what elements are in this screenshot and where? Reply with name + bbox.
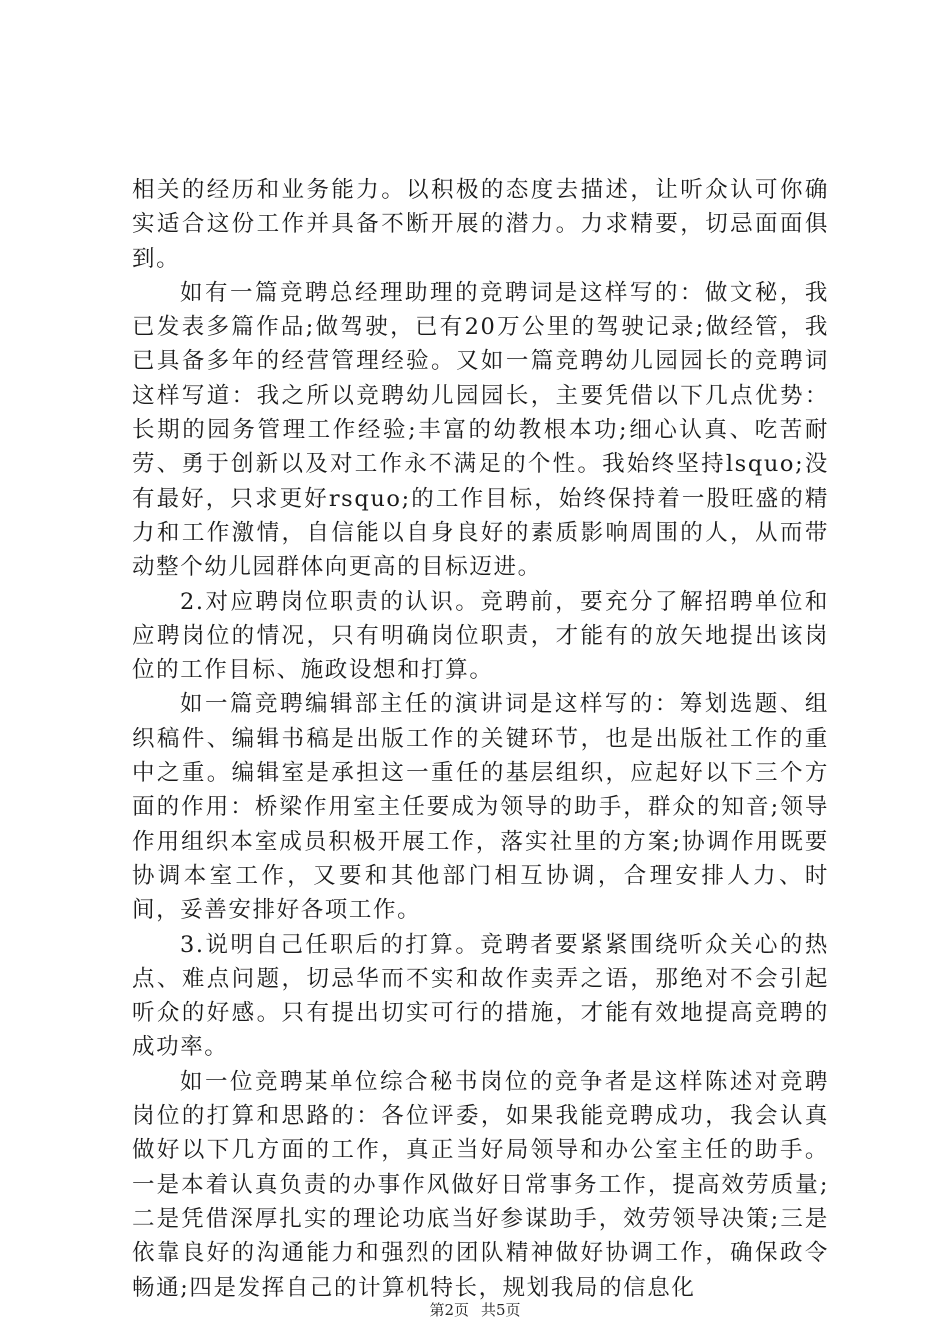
paragraph-point-2-responsibilities: 2.对应聘岗位职责的认识。竞聘前，要充分了解招聘单位和应聘岗位的情况，只有明确岗位职责，才能有的放矢地提出该岗位的工作目标、施政设想和打算。 [132, 588, 829, 684]
body-text [132, 173, 829, 1305]
paragraph-experience-summary: 相关的经历和业务能力。以积极的态度去描述，让听众认可你确实适合这份工作并具备不断开展的潜力。力求精要，切忌面面俱到。 [132, 177, 829, 272]
paragraph-example-secretary: 如一位竞聘某单位综合秘书岗位的竞争者是这样陈述对竞聘岗位的打算和思路的：各位评委，如果我能竞聘成功，我会认真做好以下几方面的工作，真正当好局领导和办公室主任的助手。一是本着认真负责的办事作风做好日常事务工作，提高效劳质量;二是凭借深厚扎实的理论功底当好参谋助手，效劳领导决策;三是依靠良好的沟通能力和强烈的团队精神做好协调工作，确保政令畅通;四是发挥自己的计算机特长，规划我局的信息化 [132, 1068, 829, 1301]
paragraph-point-3-plans: 3.说明自己任职后的打算。竞聘者要紧紧围绕听众关心的热点、难点问题，切忌华而不实和故作卖弄之语，那绝对不会引起听众的好感。只有提出切实可行的措施，才能有效地提高竞聘的成功率。 [132, 931, 829, 1061]
page-footer [0, 1300, 950, 1320]
page-number: 第2页 [429, 1301, 469, 1319]
paragraph-example-editor-director: 如一篇竞聘编辑部主任的演讲词是这样写的：筹划选题、组织稿件、编辑书稿是出版工作的关键环节，也是出版社工作的重中之重。编辑室是承担这一重任的基层组织，应起好以下三个方面的作用：桥梁作用室主任要成为领导的助手，群众的知音;领导作用组织本室成员积极开展工作，落实社里的方案;协调作用既要协调本室工作，又要和其他部门相互协调，合理安排人力、时间，妥善安排好各项工作。 [132, 691, 829, 924]
paragraph-example-assistant-manager: 如有一篇竞聘总经理助理的竞聘词是这样写的：做文秘，我已发表多篇作品;做驾驶，已有20万公里的驾驶记录;做经管，我已具备多年的经营管理经验。又如一篇竞聘幼儿园园长的竞聘词这样写道：我之所以竞聘幼儿园园长，主要凭借以下几点优势：长期的园务管理工作经验;丰富的幼教根本功;细心认真、吃苦耐劳、勇于创新以及对工作永不满足的个性。我始终坚持lsquo;没有最好，只求更好rsquo;的工作目标，始终保持着一股旺盛的精力和工作激情，自信能以自身良好的素质影响周围的人，从而带动整个幼儿园群体向更高的目标迈进。 [132, 279, 829, 581]
page-total: 共5页 [481, 1301, 521, 1319]
